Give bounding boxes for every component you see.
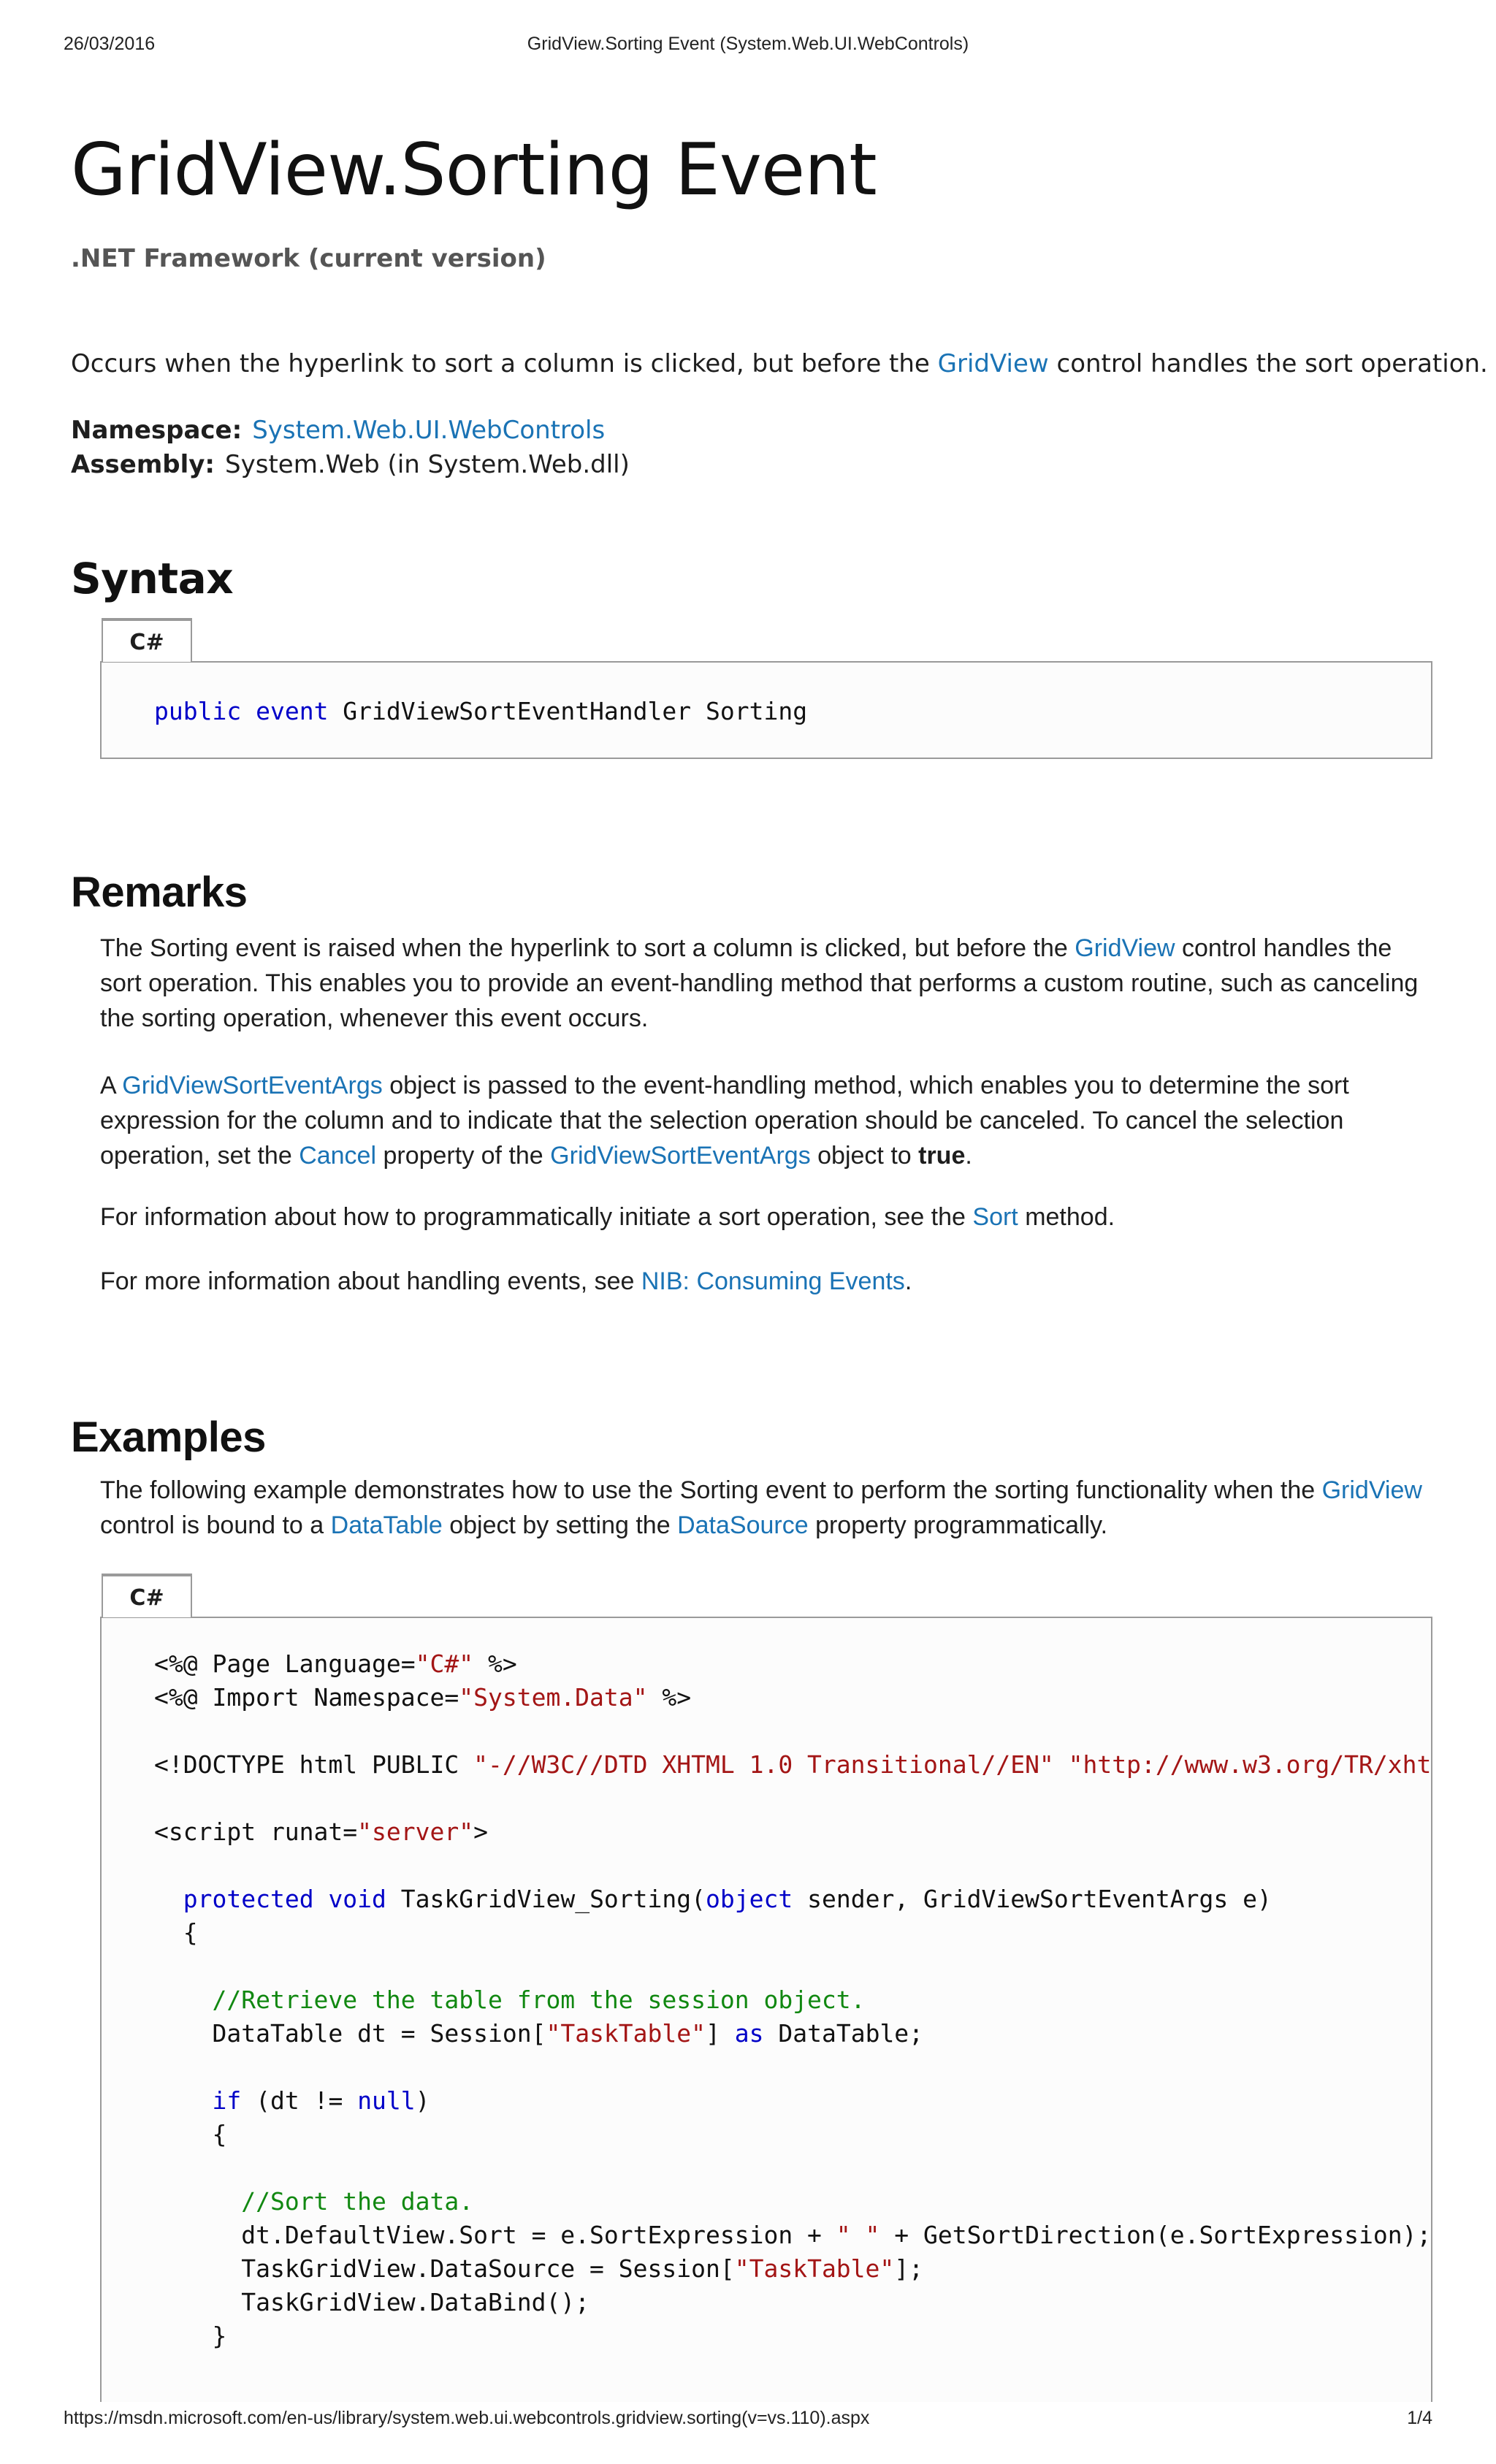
- page-title: GridView.Sorting Event: [71, 129, 877, 212]
- code-line: [154, 1714, 1431, 1748]
- text: property of the: [376, 1142, 551, 1170]
- syntax-code: [102, 663, 1431, 728]
- code-line: //Sort the data.: [241, 2187, 474, 2216]
- code-line: <%@ Page Language="C#" %>: [154, 1649, 517, 1678]
- namespace-label: Namespace:: [71, 416, 243, 445]
- code-line: <!DOCTYPE html PUBLIC "-//W3C//DTD XHTML 1.0 Transitional//EN" "http://www.w3.org/TR/xht: [154, 1750, 1432, 1779]
- gridview-link[interactable]: GridView: [937, 349, 1049, 378]
- remarks-paragraph-4: [100, 1264, 1430, 1299]
- summary-before: Occurs when the hyperlink to sort a column is clicked, but before the: [71, 349, 938, 378]
- gridviewsorteventargs-link[interactable]: GridViewSortEventArgs: [550, 1142, 811, 1170]
- gridviewsorteventargs-link[interactable]: GridViewSortEventArgs: [122, 1072, 383, 1099]
- example-language-tab[interactable]: C#: [102, 1574, 192, 1617]
- code-line: <%@ Import Namespace="System.Data" %>: [154, 1683, 692, 1712]
- remarks-paragraph-2: [100, 1068, 1430, 1173]
- code-line: [154, 1782, 1431, 1815]
- examples-intro: [100, 1473, 1430, 1543]
- datatable-link[interactable]: DataTable: [330, 1511, 443, 1539]
- text: property programmatically.: [808, 1511, 1108, 1539]
- example-code: [102, 1618, 1431, 2353]
- cancel-link[interactable]: Cancel: [299, 1142, 377, 1170]
- code-line: [154, 1849, 1431, 1883]
- text: For information about how to programmatically initiate a sort operation, see the: [100, 1203, 973, 1231]
- code-keyword: public: [154, 697, 242, 725]
- code-line: {: [212, 2120, 227, 2148]
- text: object to: [810, 1142, 919, 1170]
- gridview-link[interactable]: GridView: [1075, 934, 1175, 962]
- code-line: [154, 2151, 1431, 2185]
- namespace-link[interactable]: System.Web.UI.WebControls: [252, 416, 606, 445]
- code-line: DataTable dt = Session["TaskTable"] as DataTable;: [212, 2019, 924, 2048]
- remarks-paragraph-1: [100, 931, 1430, 1036]
- code-line: TaskGridView.DataSource = Session["TaskTable"];: [241, 2254, 924, 2283]
- code-line: [154, 1950, 1431, 1983]
- code-line: [154, 2051, 1431, 2084]
- assembly-value: System.Web (in System.Web.dll): [225, 450, 630, 479]
- namespace-row: [71, 413, 630, 448]
- print-footer: [64, 2408, 1432, 2429]
- remarks-heading: Remarks: [71, 869, 248, 916]
- namespace-assembly-info: [71, 413, 630, 482]
- bold-true: true: [918, 1142, 966, 1170]
- example-code-box: [100, 1617, 1432, 2402]
- code-line: <script runat="server">: [154, 1818, 488, 1846]
- sort-link[interactable]: Sort: [972, 1203, 1018, 1231]
- text: The Sorting event is raised when the hyperlink to sort a column is clicked, but before the: [100, 934, 1075, 962]
- text: The following example demonstrates how to use the Sorting event to perform the sorting functionality when the: [100, 1476, 1322, 1504]
- syntax-heading: Syntax: [71, 554, 234, 603]
- assembly-row: [71, 448, 630, 482]
- assembly-label: Assembly:: [71, 450, 215, 479]
- code-line: if (dt != null): [212, 2086, 430, 2115]
- summary-after: control handles the sort operation.: [1048, 349, 1488, 378]
- code-line: {: [183, 1918, 198, 1947]
- gridview-link[interactable]: GridView: [1321, 1476, 1422, 1504]
- code-line: }: [212, 2322, 227, 2350]
- text: .: [904, 1267, 912, 1295]
- text: A: [100, 1072, 123, 1099]
- text: object by setting the: [442, 1511, 678, 1539]
- code-line: dt.DefaultView.Sort = e.SortExpression + " " + GetSortDirection(e.SortExpression);: [241, 2221, 1432, 2249]
- page-url[interactable]: https://msdn.microsoft.com/en-us/library/system.web.ui.webcontrols.gridview.sorting(v=vs.110).aspx: [64, 2408, 870, 2428]
- page-number: 1/4: [1407, 2408, 1432, 2428]
- text: object is passed to the event-handling method, which enables you to determine the sort expression for the column and to indicate that the selection operation should be canceled. To cancel the selection operation, set the: [100, 1072, 1349, 1170]
- code-line: //Retrieve the table from the session object.: [212, 1986, 866, 2014]
- print-doc-title: GridView.Sorting Event (System.Web.UI.WebControls): [527, 34, 969, 54]
- code-line: protected void TaskGridView_Sorting(object sender, GridViewSortEventArgs e): [183, 1885, 1272, 1913]
- print-date: 26/03/2016: [64, 34, 156, 54]
- text: control handles the sort operation. This enables you to provide an event-handling method that performs a custom routine, such as canceling the sorting operation, whenever this event occurs.: [100, 934, 1419, 1032]
- framework-version: .NET Framework (current version): [71, 244, 546, 273]
- code-text: GridViewSortEventHandler Sorting: [328, 697, 808, 725]
- text: .: [965, 1142, 972, 1170]
- text: method.: [1018, 1203, 1115, 1231]
- text: control is bound to a: [100, 1511, 331, 1539]
- examples-heading: Examples: [71, 1414, 266, 1461]
- remarks-paragraph-3: [100, 1199, 1430, 1235]
- consuming-events-link[interactable]: NIB: Consuming Events: [641, 1267, 905, 1295]
- text: For more information about handling events, see: [100, 1267, 641, 1295]
- summary-text: [71, 349, 1488, 378]
- code-line: TaskGridView.DataBind();: [241, 2288, 590, 2316]
- datasource-link[interactable]: DataSource: [677, 1511, 809, 1539]
- syntax-language-tab[interactable]: C#: [102, 618, 192, 662]
- syntax-code-box: [100, 661, 1432, 759]
- code-keyword: event: [256, 697, 329, 725]
- print-header: [64, 34, 1432, 55]
